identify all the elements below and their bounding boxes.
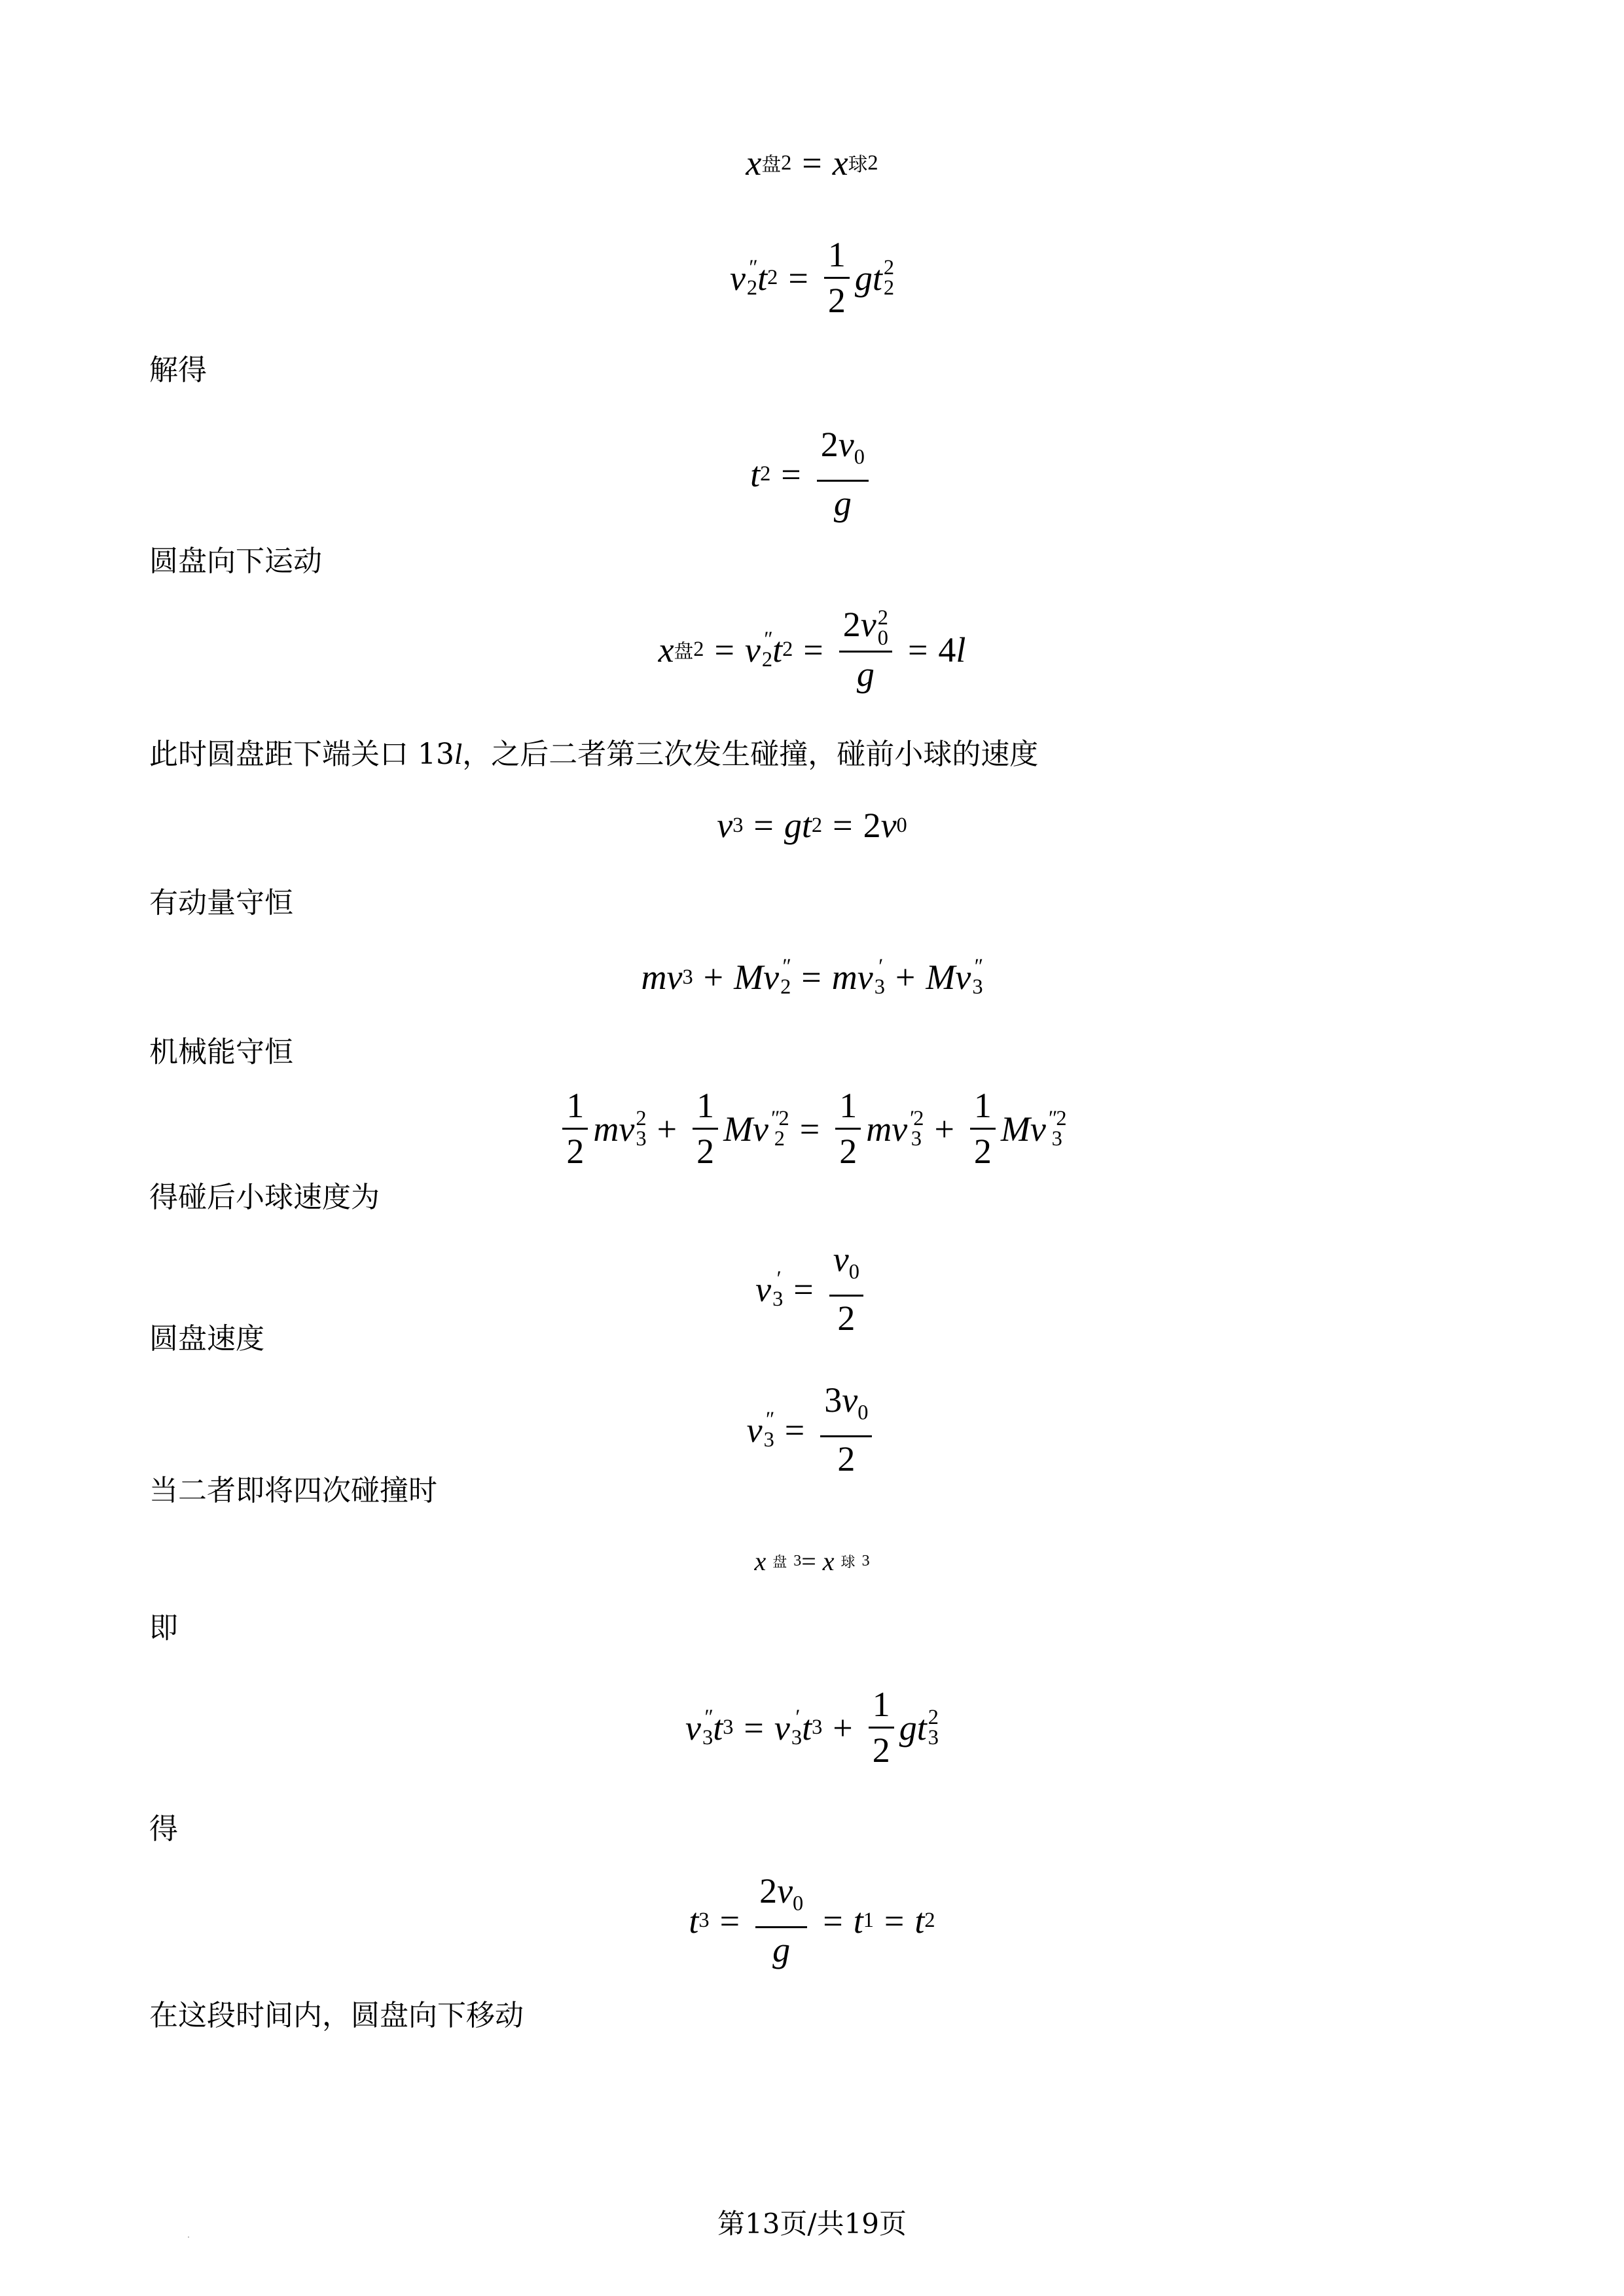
var-v: v	[880, 806, 897, 845]
numerator: 1	[970, 1086, 996, 1130]
denominator: 2	[872, 1731, 890, 1770]
numerator: 1	[693, 1086, 718, 1130]
denominator: 2	[696, 1132, 715, 1172]
prime-squared	[909, 1109, 924, 1129]
double-prime-squared	[770, 1109, 789, 1129]
script-dprime-3	[972, 957, 983, 997]
equals-sign: =	[803, 630, 823, 670]
numerator: 1	[835, 1086, 861, 1130]
coef: 3	[824, 1380, 842, 1420]
var-v: v	[838, 425, 854, 464]
var-x: x	[754, 1547, 767, 1576]
script-dprime-3	[702, 1708, 713, 1748]
script-dprime-2	[780, 957, 791, 997]
var-l: l	[454, 738, 463, 770]
sub-3: 3	[698, 1909, 710, 1933]
var-t: t	[689, 1901, 699, 1941]
var-t: t	[853, 1901, 863, 1941]
var-x: x	[832, 143, 848, 183]
var-l: l	[956, 630, 966, 670]
var-v: v	[619, 1109, 635, 1149]
var-m: m	[641, 958, 667, 997]
sub-2: 2	[774, 1126, 785, 1151]
prime: ′	[775, 1266, 780, 1291]
sub-3: 3	[682, 965, 693, 989]
var-m: m	[866, 1109, 892, 1149]
var-v: v	[729, 258, 746, 298]
prime: ′	[877, 955, 882, 979]
equals-sign: =	[801, 1547, 816, 1576]
sub-3: 3	[732, 813, 744, 837]
numerator	[755, 1872, 807, 1928]
equation-x-pan3-eq-x-qiu3	[0, 1546, 1624, 1577]
var-v: v	[955, 958, 971, 997]
var-x: x	[746, 143, 762, 183]
sup-2: 2	[877, 605, 888, 630]
equation-v3dp-t3	[0, 1685, 1624, 1770]
script-dprime2-2	[770, 1109, 789, 1149]
text-ji: 即	[149, 1611, 178, 1645]
double-prime: ″	[973, 955, 983, 979]
script-dprime2-3	[1047, 1109, 1067, 1149]
equation-energy	[0, 1085, 1624, 1172]
var-t: t	[801, 806, 812, 845]
var-v: v	[857, 958, 873, 997]
text-jiede: 解得	[149, 353, 207, 387]
denominator: 2	[973, 1132, 992, 1172]
var-v: v	[666, 958, 683, 997]
sub-2: 2	[924, 1909, 935, 1933]
var-t: t	[757, 258, 768, 298]
equals-sign: =	[793, 1269, 814, 1309]
equation-x-pan2-eq-x-qiu2	[0, 143, 1624, 183]
sub-qiu: 球	[848, 153, 868, 176]
script-2-2	[884, 258, 894, 298]
equals-sign: =	[719, 1901, 740, 1941]
double-prime: ″	[1047, 1107, 1056, 1131]
coef: 2	[842, 605, 861, 644]
sub-0: 0	[877, 626, 888, 650]
fraction-2v0-over-g	[755, 1872, 807, 1969]
denominator: 2	[839, 1132, 857, 1172]
equals-sign: =	[884, 1901, 905, 1941]
double-prime: ″	[781, 955, 790, 979]
var-v: v	[777, 1871, 793, 1910]
prime: ′	[794, 1706, 799, 1730]
fraction-one-half	[693, 1086, 718, 1172]
var-v: v	[753, 1109, 769, 1149]
var-t: t	[713, 1708, 723, 1748]
sub-3: 3	[793, 1552, 802, 1570]
sub-3: 3	[972, 975, 983, 999]
coef-2: 2	[863, 806, 881, 845]
sub-2: 2	[746, 276, 758, 300]
var-v: v	[755, 1269, 772, 1309]
equation-momentum	[0, 957, 1624, 997]
double-prime: ″	[763, 628, 772, 652]
sub-3: 3	[911, 1126, 922, 1151]
sub-pan: 盘	[761, 153, 782, 176]
numerator: 1	[824, 236, 850, 279]
sub-2: 2	[782, 637, 793, 662]
equation-v3	[0, 805, 1624, 846]
fraction-2v0-over-g	[817, 425, 869, 523]
equation-v2-t2	[0, 236, 1624, 321]
denominator: 2	[566, 1132, 585, 1172]
plus-sign: +	[895, 958, 916, 997]
var-M: M	[926, 958, 956, 997]
var-v: v	[774, 1708, 790, 1748]
numerator	[829, 1240, 863, 1297]
numerator: 1	[869, 1685, 894, 1729]
fraction-v0-over-2	[829, 1240, 863, 1338]
sub-0: 0	[793, 1892, 804, 1916]
var-m: m	[593, 1109, 619, 1149]
equation-x-pan2-4l	[0, 605, 1624, 694]
sub-3: 3	[763, 1427, 774, 1452]
fraction-one-half	[824, 236, 850, 321]
sub-2: 2	[693, 637, 704, 662]
sub-0: 0	[857, 1401, 869, 1425]
text-fourth-collision: 当二者即将四次碰撞时	[149, 1474, 437, 1507]
equals-sign: =	[714, 630, 734, 670]
denominator: g	[856, 655, 875, 694]
var-M: M	[1000, 1109, 1030, 1149]
denominator: 2	[837, 1298, 856, 1338]
var-t: t	[802, 1708, 812, 1748]
equals-sign: =	[784, 1410, 805, 1450]
equals-sign: =	[744, 1708, 764, 1748]
sup-2: 2	[928, 1706, 939, 1730]
script-dprime-3	[763, 1407, 774, 1452]
text-momentum: 有动量守恒	[149, 886, 293, 920]
sup-2: 2	[636, 1107, 647, 1131]
text-13l-line	[149, 736, 1038, 773]
equation-t2	[0, 425, 1624, 523]
sub-2: 2	[781, 151, 792, 175]
var-v: v	[833, 1240, 849, 1279]
var-v: v	[763, 958, 780, 997]
sub-1: 1	[863, 1909, 874, 1933]
script-prime-2	[762, 630, 772, 670]
sub-3: 3	[861, 1552, 870, 1570]
sub-0: 0	[896, 813, 907, 837]
sub-3: 3	[723, 1715, 734, 1740]
sub-0: 0	[854, 445, 865, 469]
page-footer: 第13页/共19页	[717, 2208, 907, 2240]
script-prime2-3	[909, 1109, 924, 1149]
equals-sign: =	[833, 806, 853, 845]
var-v: v	[892, 1109, 908, 1149]
plus-sign: +	[934, 1109, 954, 1149]
var-x: x	[658, 630, 674, 670]
sup-2: 2	[913, 1107, 924, 1131]
sub-2: 2	[760, 462, 771, 486]
double-prime: ″	[770, 1107, 779, 1131]
fraction-one-half	[835, 1086, 861, 1172]
prime: ′	[909, 1107, 914, 1131]
script-2-3	[636, 1109, 646, 1149]
numerator	[820, 1381, 872, 1437]
sub-pan: 盘	[772, 1554, 787, 1571]
var-v: v	[746, 1410, 763, 1450]
sub-2: 2	[883, 276, 895, 300]
sub-3: 3	[772, 1287, 784, 1311]
coef-4: 4	[938, 630, 956, 670]
script-2-0	[877, 605, 888, 650]
script-prime-3	[791, 1708, 802, 1748]
equals-sign: =	[788, 258, 808, 298]
equals-sign: =	[823, 1901, 843, 1941]
numerator	[839, 605, 892, 653]
text-energy: 机械能守恒	[149, 1035, 293, 1069]
fraction-one-half	[970, 1086, 996, 1172]
text-yuanpan-down: 圆盘向下运动	[149, 545, 322, 578]
text-ball-after: 得碰后小球速度为	[149, 1181, 380, 1214]
var-t: t	[772, 630, 783, 670]
sub-3: 3	[928, 1725, 939, 1749]
fraction-2v0sq-over-g	[839, 605, 892, 694]
equation-t3	[0, 1872, 1624, 1969]
var-v: v	[744, 630, 761, 670]
equals-sign: =	[799, 1109, 820, 1149]
denominator: 2	[827, 281, 846, 321]
plus-sign: +	[703, 958, 724, 997]
sub-3: 3	[636, 1126, 647, 1151]
script-prime-2	[747, 258, 757, 298]
var-v: v	[842, 1380, 858, 1420]
sub-pan: 盘	[674, 639, 694, 663]
script-prime-3	[772, 1266, 784, 1311]
var-v: v	[685, 1708, 701, 1748]
script-prime-3	[875, 957, 885, 997]
fraction-one-half	[869, 1685, 894, 1770]
double-prime-squared	[1047, 1109, 1067, 1129]
sup-2: 2	[778, 1107, 789, 1131]
sub-2: 2	[867, 151, 878, 175]
coef: 2	[759, 1871, 778, 1910]
numerator	[817, 425, 869, 482]
equals-sign: =	[753, 806, 774, 845]
denominator: g	[772, 1929, 791, 1969]
var-g: g	[899, 1708, 917, 1748]
denominator: 2	[837, 1439, 856, 1479]
equation-v3-dprime	[0, 1381, 1624, 1479]
sub-2: 2	[767, 266, 778, 290]
var-t: t	[916, 1708, 927, 1748]
var-g: g	[854, 258, 873, 298]
plus-sign: +	[833, 1708, 853, 1748]
plus-sign: +	[657, 1109, 677, 1149]
var-g: g	[784, 806, 802, 845]
denominator: g	[833, 483, 852, 523]
sub-3: 3	[702, 1725, 713, 1749]
double-prime: ″	[748, 256, 757, 280]
var-m: m	[831, 958, 857, 997]
sub-2: 2	[761, 647, 773, 672]
var-t: t	[872, 258, 882, 298]
equals-sign: =	[801, 958, 821, 997]
var-v: v	[717, 806, 733, 845]
fraction-3v0-over-2	[820, 1381, 872, 1479]
script-2-3	[928, 1708, 939, 1748]
equals-sign: =	[907, 630, 928, 670]
sub-0: 0	[848, 1260, 859, 1284]
sub-2: 2	[780, 975, 791, 999]
text-disk-speed: 圆盘速度	[149, 1322, 264, 1355]
text-disk-move-down: 在这段时间内，圆盘向下移动	[149, 1999, 524, 2032]
fraction-one-half	[562, 1086, 588, 1172]
sub-qiu: 球	[840, 1554, 856, 1571]
var-M: M	[734, 958, 764, 997]
var-M: M	[723, 1109, 753, 1149]
var-t: t	[914, 1901, 925, 1941]
equals-sign: =	[781, 454, 801, 494]
sub-3: 3	[812, 1715, 823, 1740]
sup-2: 2	[883, 256, 895, 280]
sub-3: 3	[874, 975, 885, 999]
text-part: 此时圆盘距下端关口 13	[149, 738, 454, 771]
coef: 2	[820, 425, 839, 464]
double-prime: ″	[764, 1407, 774, 1431]
text-part: ，之后二者第三次发生碰撞，碰前小球的速度	[462, 738, 1039, 771]
var-t: t	[750, 454, 761, 494]
sub-3: 3	[791, 1725, 803, 1749]
var-v: v	[860, 605, 876, 644]
double-prime: ″	[703, 1706, 712, 1730]
sub-2: 2	[811, 813, 823, 837]
var-v: v	[1030, 1109, 1046, 1149]
sup-2: 2	[1056, 1107, 1067, 1131]
numerator: 1	[562, 1086, 588, 1130]
text-de: 得	[149, 1812, 178, 1846]
equals-sign: =	[802, 143, 822, 183]
sub-3: 3	[1051, 1126, 1062, 1151]
var-x: x	[822, 1547, 835, 1576]
